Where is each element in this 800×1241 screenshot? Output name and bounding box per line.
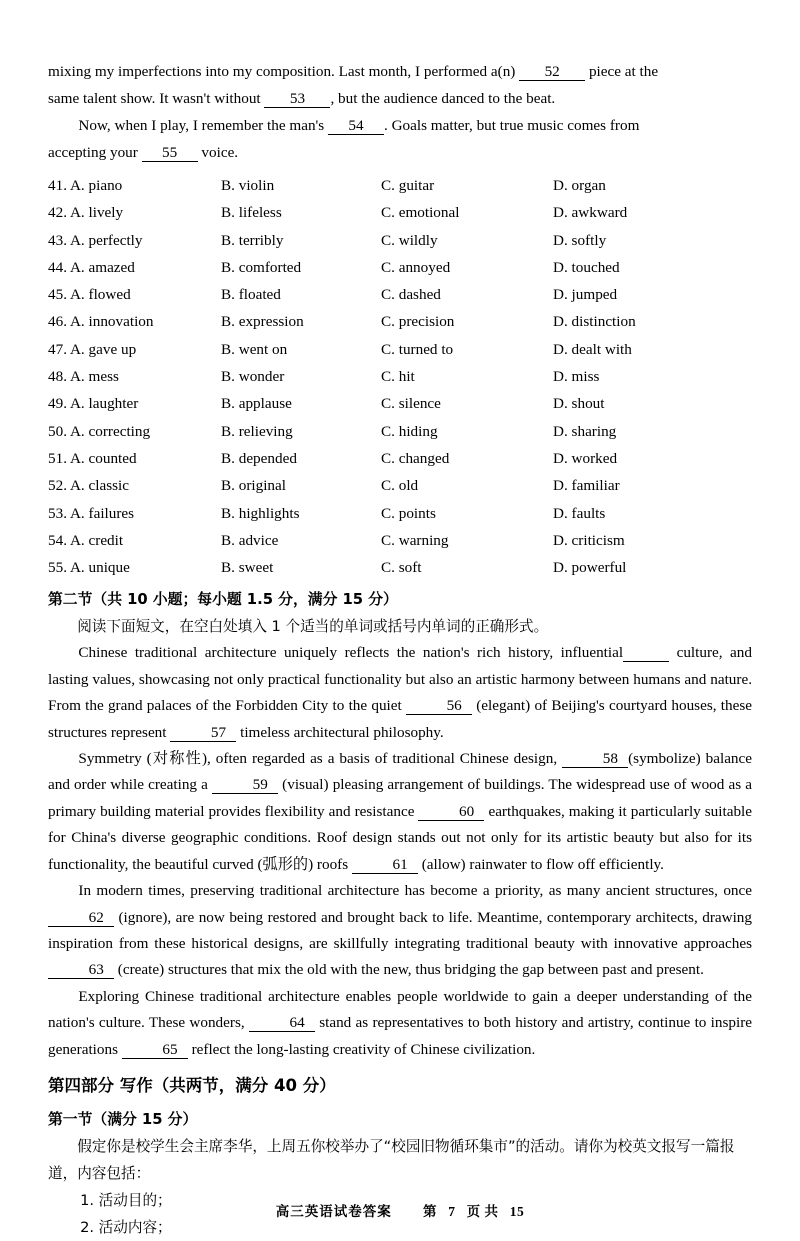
option-b[interactable]: B. applause — [221, 395, 292, 413]
cloze-blank-53: 53 — [264, 90, 330, 108]
section-2-heading: 第二节（共 10 小题；每小题 1.5 分，满分 15 分） — [48, 591, 398, 609]
option-c[interactable]: C. turned to — [381, 340, 454, 358]
gp4-text-a: Exploring Chinese traditional architecture enables people worldwide to gain a deeper understanding of the nation's culture. These wonders, — [48, 987, 752, 1032]
option-c[interactable]: C. changed — [381, 449, 450, 467]
option-b[interactable]: B. terribly — [221, 231, 284, 249]
grammar-blank-63: 63 — [48, 961, 114, 979]
option-a[interactable]: A. failures — [69, 504, 135, 522]
option-a[interactable]: A. counted — [69, 449, 137, 467]
grammar-blank-58: 58 — [562, 750, 628, 768]
gp1-text-a: Chinese traditional architecture uniquely reflects the nation's rich history, influential — [78, 644, 624, 662]
option-c[interactable]: C. silence — [381, 395, 441, 413]
option-number: 54. — [48, 531, 67, 549]
option-d[interactable]: D. distinction — [553, 313, 636, 331]
option-d[interactable]: D. softly — [553, 231, 607, 249]
gp2-text-b: (symbolize) balance and order while creating a — [48, 750, 753, 794]
option-d[interactable]: D. familiar — [553, 477, 620, 495]
option-c[interactable]: C. old — [381, 477, 419, 495]
option-b[interactable]: B. went on — [221, 340, 288, 358]
passage-line-3b: . Goals matter, but true music comes from — [383, 117, 640, 134]
passage-line-1a: mixing my imperfections into my composition. Last month, I performed a(n) — [48, 63, 516, 80]
grammar-blank-60: 60 — [418, 803, 484, 821]
grammar-blank-59: 59 — [212, 776, 278, 794]
passage-continuation — [48, 58, 752, 166]
grammar-blank-64: 64 — [249, 1014, 315, 1032]
option-row — [48, 172, 752, 199]
option-b[interactable]: B. expression — [221, 313, 304, 331]
option-b[interactable]: B. sweet — [221, 559, 274, 577]
option-row — [48, 227, 752, 254]
gp2-text-d: earthquakes, making it particularly suitable for China's diverse geographic conditions. Roof design stands out not only for its artistic beauty but also for its functionality, the beautiful curved (弧形的) roofs — [48, 802, 752, 873]
option-d[interactable]: D. dealt with — [553, 340, 632, 358]
option-c[interactable]: C. annoyed — [381, 258, 451, 276]
option-a[interactable]: A. amazed — [69, 258, 135, 276]
option-d[interactable]: D. criticism — [553, 531, 625, 549]
option-d[interactable]: D. shout — [553, 395, 605, 413]
option-c[interactable]: C. soft — [381, 559, 422, 577]
grammar-blank-61: 61 — [352, 856, 418, 874]
grammar-blank-unnumbered — [623, 644, 669, 662]
option-row — [48, 554, 752, 581]
gp3-text-b: (ignore), are now being restored and brought back to life. Meantime, contemporary architects, drawing inspiration from these historical designs, are skillfully integrating traditional beauty with innovative approaches — [48, 908, 752, 952]
part-4-section-1-heading: 第一节（满分 15 分） — [48, 1110, 198, 1128]
gp2-text-c: (visual) pleasing arrangement of buildings. The widespread use of wood as a primary building material provides flexibility and resistance — [48, 776, 753, 820]
option-c[interactable]: C. precision — [381, 313, 455, 331]
footer-title: 高三英语试卷答案 — [275, 1204, 392, 1220]
cloze-options-list — [48, 172, 752, 581]
option-row — [48, 390, 752, 417]
option-d[interactable]: D. organ — [553, 177, 606, 194]
option-a[interactable]: A. credit — [69, 531, 124, 549]
option-row — [48, 418, 752, 445]
option-a[interactable]: A. classic — [69, 477, 129, 495]
cloze-blank-52: 52 — [519, 63, 585, 81]
option-c[interactable]: C. warning — [381, 531, 449, 549]
option-a[interactable]: A. gave up — [69, 340, 137, 358]
passage-line-4a: accepting your — [48, 144, 138, 161]
writing-requirement-item: 2. 活动内容； — [80, 1218, 172, 1236]
option-c[interactable]: C. hiding — [381, 422, 438, 440]
footer-page-number: 7 — [448, 1204, 456, 1219]
option-c[interactable]: C. emotional — [381, 204, 460, 222]
option-c[interactable]: C. points — [381, 504, 436, 522]
passage-line-1b: piece at the — [588, 63, 659, 80]
option-a[interactable]: A. perfectly — [69, 231, 143, 249]
grammar-passage-paragraph-4 — [48, 984, 752, 1063]
option-number: 51. — [48, 449, 67, 467]
option-d[interactable]: D. miss — [553, 368, 600, 386]
option-a[interactable]: A. flowed — [69, 286, 131, 304]
option-c[interactable]: C. dashed — [381, 286, 441, 304]
option-row — [48, 445, 752, 472]
gp4-text-b: stand as representatives to both history and artistry, continue to inspire generations — [48, 1014, 752, 1058]
gp2-text-e: (allow) rainwater to flow off efficiently. — [421, 855, 664, 873]
option-number: 43. — [48, 231, 67, 249]
option-a[interactable]: A. piano — [69, 177, 123, 194]
option-row — [48, 336, 752, 363]
gp4-text-c: reflect the long-lasting creativity of Chinese civilization. — [191, 1040, 536, 1058]
footer-page-total: 15 — [509, 1204, 525, 1219]
option-c[interactable]: C. guitar — [381, 177, 435, 194]
option-row — [48, 199, 752, 226]
option-a[interactable]: A. unique — [69, 559, 130, 577]
option-c[interactable]: C. wildly — [381, 231, 438, 249]
page-footer — [0, 1200, 800, 1220]
option-number: 55. — [48, 559, 67, 577]
option-b[interactable]: B. relieving — [221, 422, 293, 440]
passage-line-2a: same talent show. It wasn't without — [48, 90, 261, 107]
option-d[interactable]: D. sharing — [553, 422, 617, 440]
option-b[interactable]: B. lifeless — [221, 204, 282, 222]
option-number: 42. — [48, 204, 67, 222]
passage-line-4b: voice. — [201, 144, 239, 161]
option-a[interactable]: A. correcting — [69, 422, 151, 440]
gp1-text-b: culture, and lasting values, showcasing not only practical functionality but also an artistic harmony between humans and nature. From the grand palaces of the Forbidden City to the quiet — [48, 644, 752, 715]
option-row — [48, 308, 752, 335]
option-number: 53. — [48, 504, 67, 522]
grammar-blank-62: 62 — [48, 909, 114, 927]
option-number: 49. — [48, 395, 67, 413]
option-d[interactable]: D. jumped — [553, 286, 618, 304]
option-d[interactable]: D. touched — [553, 258, 620, 276]
option-row — [48, 527, 752, 554]
gp1-text-d: timeless architectural philosophy. — [240, 723, 444, 741]
section-2-instruction: 阅读下面短文，在空白处填入 1 个适当的单词或括号内单词的正确形式。 — [77, 618, 549, 636]
option-a[interactable]: A. innovation — [69, 313, 154, 331]
footer-page-label: 第 — [422, 1204, 437, 1219]
option-d[interactable]: D. powerful — [553, 559, 627, 577]
grammar-blank-57: 57 — [170, 724, 236, 742]
grammar-passage-paragraph-3 — [48, 878, 752, 984]
option-number: 44. — [48, 258, 67, 276]
option-row — [48, 281, 752, 308]
option-b[interactable]: B. comforted — [221, 258, 302, 276]
option-a[interactable]: A. laughter — [69, 395, 139, 413]
option-a[interactable]: A. mess — [69, 368, 119, 386]
option-number: 48. — [48, 368, 67, 386]
option-d[interactable]: D. worked — [553, 449, 618, 467]
option-number: 52. — [48, 477, 67, 495]
option-b[interactable]: B. depended — [221, 449, 297, 467]
grammar-blank-65: 65 — [122, 1041, 188, 1059]
option-row — [48, 254, 752, 281]
option-a[interactable]: A. lively — [69, 204, 124, 222]
option-b[interactable]: B. advice — [221, 531, 279, 549]
option-d[interactable]: D. faults — [553, 504, 606, 522]
gp3-text-a: In modern times, preserving traditional architecture has become a priority, as many ancient structures, once — [78, 882, 752, 900]
option-row — [48, 472, 752, 499]
passage-line-3a: Now, when I play, I remember the man's — [78, 117, 325, 134]
option-row — [48, 363, 752, 390]
option-b[interactable]: B. floated — [221, 286, 281, 304]
option-b[interactable]: B. violin — [221, 177, 275, 194]
option-number: 47. — [48, 340, 67, 358]
part-4-heading: 第四部分 写作（共两节，满分 40 分） — [48, 1075, 336, 1095]
gp3-text-c: (create) structures that mix the old with the new, thus bridging the gap between past and present. — [117, 961, 704, 979]
option-d[interactable]: D. awkward — [553, 204, 628, 222]
option-number: 46. — [48, 313, 67, 331]
grammar-blank-56: 56 — [406, 697, 472, 715]
option-b[interactable]: B. highlights — [221, 504, 300, 522]
footer-page-of: 页 共 — [466, 1204, 499, 1219]
cloze-blank-54: 54 — [328, 117, 384, 135]
writing-prompt: 假定你是校学生会主席李华，上周五你校举办了“校园旧物循环集市”的活动。请你为校英文报写一篇报道，内容包括： — [48, 1137, 735, 1182]
option-number: 41. — [48, 177, 67, 194]
grammar-passage-paragraph-2 — [48, 746, 752, 878]
grammar-passage-paragraph-1 — [48, 640, 752, 746]
option-b[interactable]: B. original — [221, 477, 286, 495]
gp1-text-c: (elegant) of Beijing's courtyard houses, these structures represent — [48, 697, 752, 741]
option-number: 50. — [48, 422, 67, 440]
cloze-blank-55: 55 — [142, 144, 198, 162]
gp2-text-a: Symmetry (对称性), often regarded as a basis of traditional Chinese design, — [78, 750, 558, 768]
writing-requirement-item: 1. 活动目的； — [80, 1191, 172, 1209]
option-c[interactable]: C. hit — [381, 368, 415, 386]
option-row — [48, 500, 752, 527]
option-number: 45. — [48, 286, 67, 304]
option-b[interactable]: B. wonder — [221, 368, 285, 386]
passage-line-2b: , but the audience danced to the beat. — [330, 90, 556, 107]
